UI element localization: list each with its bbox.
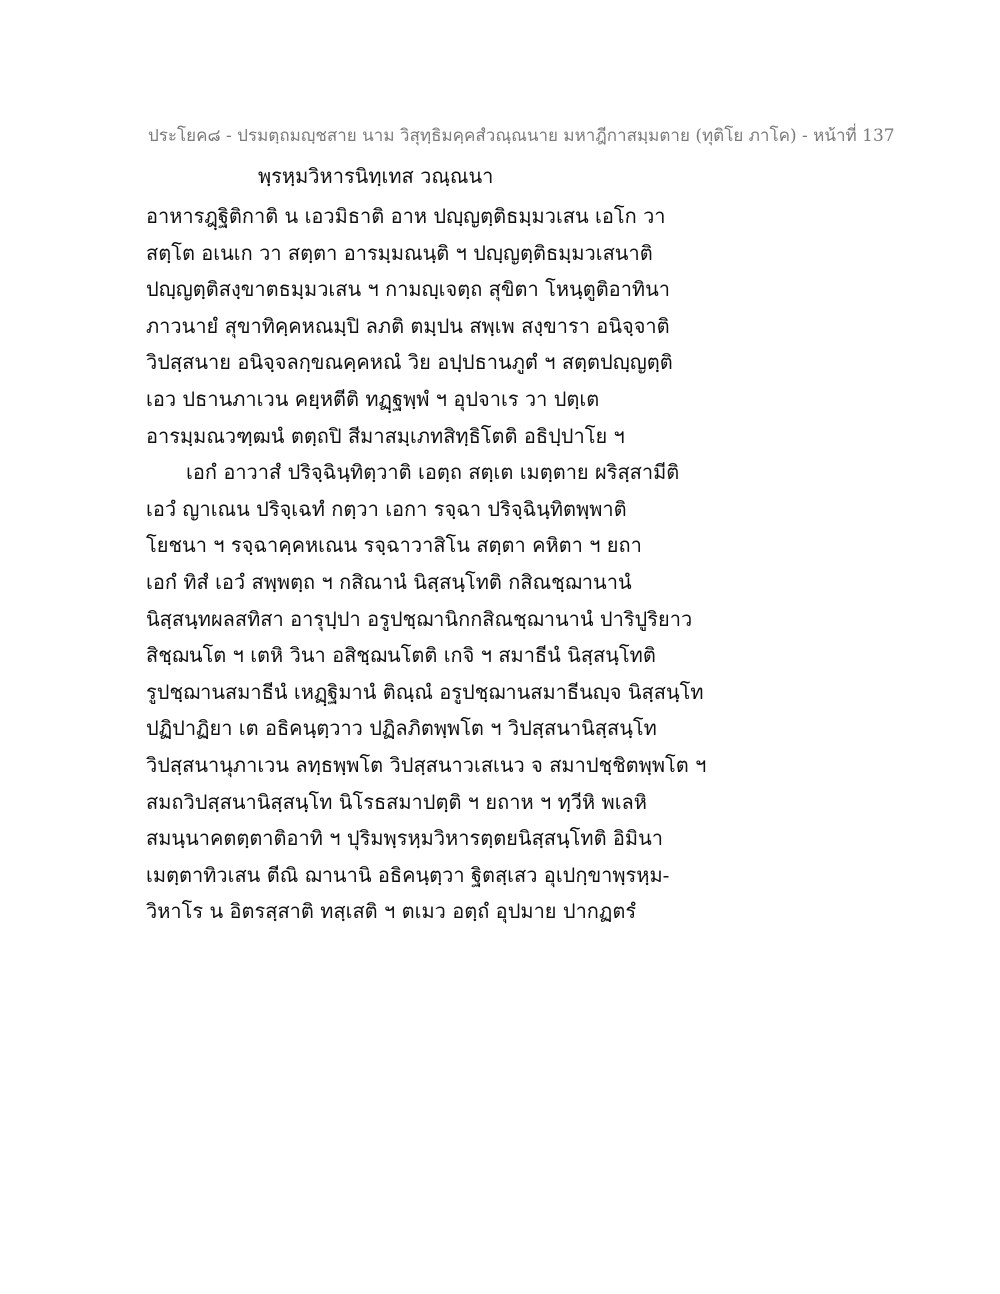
section-title: พฺรหฺมวิหารนิทฺเทส วณฺณนา (258, 164, 494, 188)
text-line: เอว ปธานภาเวน คยฺหตีติ ทฏฺฐพฺพํ ฯ อุปจาเร วา ปตฺเต (146, 386, 600, 411)
text-line: สมถวิปสฺสนานิสฺสนฺโท นิโรธสมาปตฺติ ฯ ยถาห ฯ ทฺวีหิ พเลหิ (146, 789, 647, 814)
text-line: วิปสฺสนาย อนิจฺจลกฺขณคฺคหณํ วิย อปฺปธานภูตํ ฯ สตฺตปญฺญตฺติ (146, 350, 673, 375)
text-line: วิหาโร น อิตรสฺสาติ ทสฺเสติ ฯ ตเมว อตฺถํ อุปมาย ปากฏตรํ (146, 899, 637, 924)
text-line: เมตฺตาทิวเสน ตีณิ ฌานานิ อธิคนฺตฺวา ฐิตสฺเสว อุเปกฺขาพฺรหฺม- (146, 862, 670, 887)
text-line: อารมฺมณวฑฺฒนํ ตตฺถปิ สีมาสมฺเภทสิทฺธิโตติ อธิปฺปาโย ฯ (146, 423, 625, 448)
text-line: อาหารฎฺฐิติกาติ น เอวมิธาติ อาห ปญฺญตฺติธมฺมวเสน เอโก วา (146, 204, 666, 228)
text-line: โยชนา ฯ รจฺฉาคฺคหเณน รจฺฉาวาสิโน สตฺตา คหิตา ฯ ยถา (146, 533, 642, 558)
paragraph-start-line: เอกํ อาวาสํ ปริจฺฉินฺทิตฺวาติ เอตฺถ สตฺเต เมตฺตาย ผริสฺสามีติ (186, 460, 680, 485)
text-line: ปญฺญตฺติสงฺขาตธมฺมวเสน ฯ กามญฺเจตฺถ สุขิตา โหนฺตูติอาทินา (146, 277, 671, 302)
running-header: ประโยค๘ - ปรมตฺถมญฺชสาย นาม วิสุทฺธิมคฺคสํวณฺณนาย มหาฎีกาสมฺมตาย (ทุติโย ภาโค) - หน้าที่ 137 (148, 126, 895, 146)
body-text (146, 202, 886, 934)
text-line: ปฏิปาฏิยา เต อธิคนฺตฺวาว ปฏิลภิตพฺพโต ฯ วิปสฺสนานิสฺสนฺโท (146, 716, 657, 741)
text-line: วิปสฺสนานุภาเวน ลทฺธพฺพโต วิปสฺสนาวเสเนว จ สมาปชฺชิตพฺพโต ฯ (146, 752, 707, 777)
text-line: ภาวนายํ สุขาทิคฺคหณมฺปิ ลภติ ตมฺปน สพฺเพ สงฺขารา อนิจฺจาติ (146, 313, 670, 338)
text-line: เอกํ ทิสํ เอวํ สพฺพตฺถ ฯ กสิณานํ นิสฺสนฺโทติ กสิณชฺฌานานํ (146, 569, 632, 594)
text-line: นิสฺสนฺทผลสทิสา อารุปฺปา อรูปชฺฌานิกกสิณชฺฌานานํ ปาริปูริยาว (146, 606, 693, 631)
text-line: รูปชฺฌานสมาธีนํ เหฏฺฐิมานํ ติณฺณํ อรูปชฺฌานสมาธีนญฺจ นิสฺสนฺโท (146, 679, 704, 704)
text-line: เอวํ ญาเณน ปริจฺเฉทํ กตฺวา เอกา รจฺฉา ปริจฺฉินฺทิตพฺพาติ (146, 496, 627, 521)
text-line: สิชฺฌนโต ฯ เตหิ วินา อสิชฺฌนโตติ เกจิ ฯ สมาธีนํ นิสฺสนฺโทติ (146, 643, 656, 668)
text-line: สมนฺนาคตตฺตาติอาทิ ฯ ปุริมพฺรหฺมวิหารตฺตยนิสฺสนฺโทติ อิมินา (146, 826, 664, 851)
text-line: สตฺโต อเนเก วา สตฺตา อารมฺมณนฺติ ฯ ปญฺญตฺติธมฺมวเสนาติ (146, 240, 653, 265)
